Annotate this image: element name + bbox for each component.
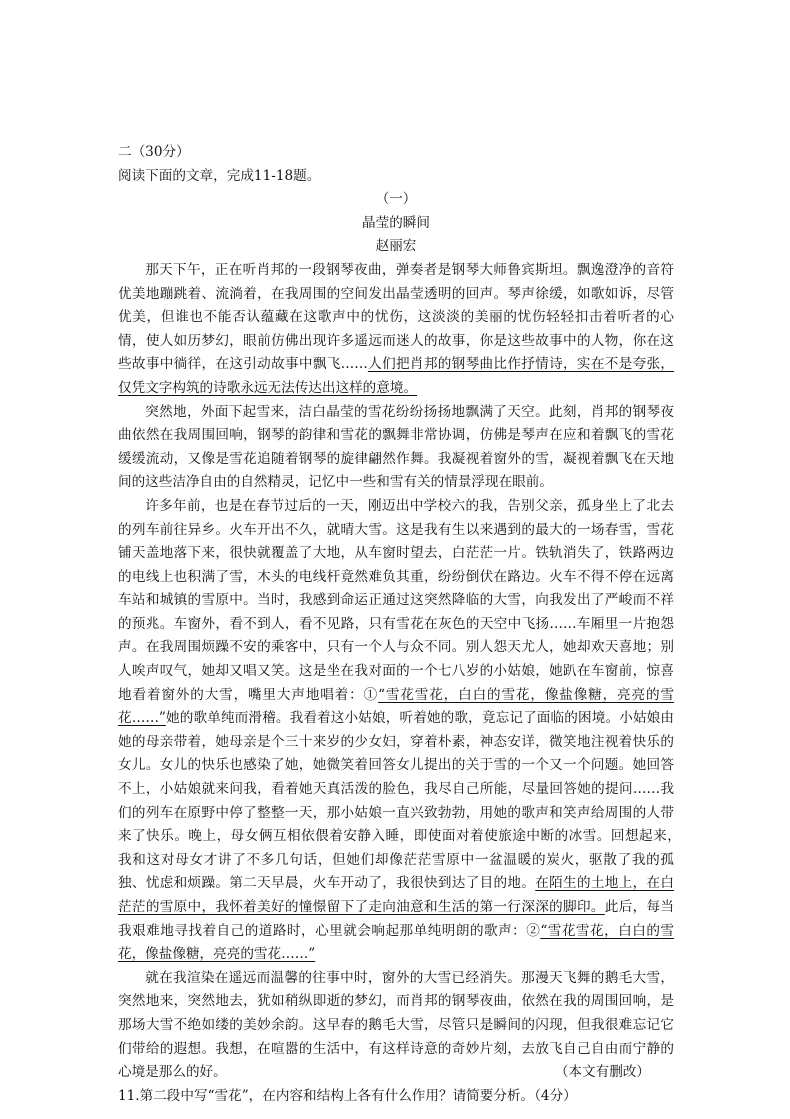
paragraph-1: [118, 259, 674, 401]
underlined-sentence-2: 在陌生的土地上，在白茫茫的雪原中，我怀着美好的憧憬留下了走向油意和生活的第一行深深的脚印。: [118, 875, 674, 915]
song-quote-2: “雪花雪花，白白的雪花，像盐像糖，亮亮的雪花……”: [118, 922, 674, 963]
paragraph-1-text: 那天下午，正在听肖邦的一段钢琴夜曲，弹奏者是钢琴大师鲁宾斯坦。飘逸澄净的音符优美地蹦跳着、流淌着，在我周围的空间发出晶莹透明的回声。琴声徐缓，如歌如诉，尽管优美，但谁也不能否认蕴藏在这歌声中的忧伤，这淡淡的美丽的忧伤轻轻扣击着听者的心情，使人如历梦幻，眼前仿佛出现许多遥远而迷人的故事，你是这些故事中的人物，你在这些故事中徜徉，在这引动故事中飘飞……: [118, 261, 674, 373]
article-author: 赵丽宏: [375, 238, 417, 255]
section-header: 二（30分）: [118, 144, 190, 160]
source-note: （本文有删改）: [554, 1064, 650, 1081]
underlined-sentence-1: 人们把肖邦的钢琴曲比作抒情诗，实在不是夸张，仅凭文字构筑的诗歌永远无法传达出这样的意境。: [118, 356, 675, 396]
exam-page: [118, 141, 688, 1108]
instruction: 阅读下面的文章，完成11-18题。: [118, 167, 321, 184]
paragraph-4: [118, 967, 674, 1085]
article-title: 晶莹的瞬间: [362, 214, 430, 231]
part-label: （一）: [375, 191, 417, 208]
paragraph-2: 突然地，外面下起雪来，洁白晶莹的雪花纷纷扬扬地飘满了天空。此刻，肖邦的钢琴夜曲依然在我周围回响，钢琴的韵律和雪花的飘舞非常协调，仿佛是琴声在应和着飘飞的雪花缓缓流动，又像是雪花追随着钢琴的旋律翩然作舞。我凝视着窗外的雪，凝视着飘飞在天地间的这些洁净自由的自然精灵，记忆中一些和雪有关的情景浮现在眼前。: [118, 403, 674, 491]
paragraph-3: [118, 495, 688, 967]
question-11: 11.第二段中写“雪花”，在内容和结构上各有什么作用？请简要分析。（4分）: [118, 1087, 577, 1104]
paragraph-3-text-b: 她的歌单纯而滑稽。我看着这小姑娘，听着她的歌，竟忘记了面临的困境。小姑娘由她的母亲带着，她母亲是个三十来岁的少女妇，穿着朴素，神态安详，微笑地注视着快乐的女儿。女儿的快乐也感染了她，她微笑着回答女儿提出的关于雪的一个又一个问题。她回答不上，小姑娘就来问我，看着她天真活泼的脸色，我尽自己所能，尽量回答她的提问……我们的列车在原野中停了整整一天，那小姑娘一直兴致勃勃，用她的歌声和笑声给周围的人带来了快乐。晚上，母女俩互相依偎着安静入睡，即使面对着使旅途中断的冰雪。回想起来， 我和这对母女才讲了不多几句话，但她们却像茫茫雪原中一盆温暖的炭火，驱散了我的孤独、忧虑和烦躁。第二天早晨，火车开动了，我很快到达了目的地。: [118, 710, 688, 892]
song-quote-1: “雪花雪花，白白的雪花，像盐像糖，亮亮的雪花……”: [118, 686, 674, 727]
paragraph-4-text: 就在我渲染在遥远而温馨的往事中时，窗外的大雪已经消失。那漫天飞舞的鹅毛大雪，突然地来，突然地去，犹如稍纵即逝的梦幻，而肖邦的钢琴夜曲，依然在我的周围回响，是那场大雪不绝如缕的美妙余韵。这早春的鹅毛大雪，尽管只是瞬间的闪现，但我很难忘记它们带给的遐想。我想，在喧嚣的生活中，有这样诗意的奇妙片刻，去放飞自己自由而宁静的心境是那么的好。: [118, 969, 674, 1081]
paragraph-3-text-a: 许多年前，也是在春节过后的一天，刚迈出中学校六的我，告别父亲，孤身坐上了北去的列车前往异乡。火车开出不久，就晴大雪。这是我有生以来遇到的最大的一场春雪，雪花铺天盖地落下来，很快就覆盖了大地，从车窗时望去，白茫茫一片。铁轨消失了，铁路两边的电线上也积满了雪，木头的电线杆竟然难负其重，纷纷倒伏在路边。火车不得不停在远离车站和城镇的雪原中。当时，我感到命运正通过这突然降临的大雪，向我发出了严峻而不祥的预兆。车窗外，看不到人，看不见路，只有雪花在灰色的天空中飞扬……车厢里一片抱怨声。在我周围烦躁不安的乘客中，只有一个人与众不同。别人怨天尤人，她却欢天喜地；别人唉声叹气，她却又唱又笑。这是坐在我对面的一个七八岁的小姑娘，她趴在车窗前，惊喜地看着窗外的大雪，嘴里大声地唱着：①: [118, 497, 674, 703]
paragraph-3-text-c: 此后，每当我艰难地寻找着自己的道路时，心里就会响起那单纯明朗的歌声：②: [118, 899, 675, 939]
